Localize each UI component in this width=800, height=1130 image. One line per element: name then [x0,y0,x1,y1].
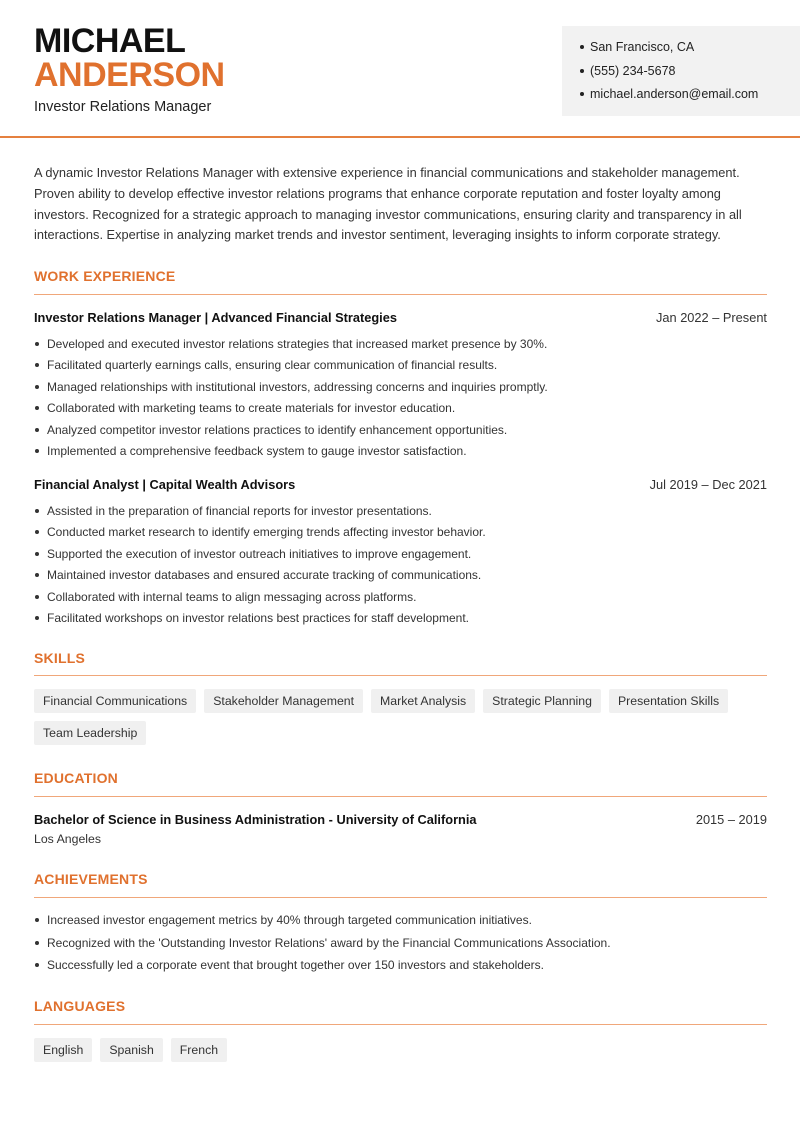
list-item: Analyzed competitor investor relations practices to identify enhancement opportunities. [34,422,548,443]
skill-tag: Strategic Planning [483,689,601,713]
job-bullets [34,336,548,464]
education-location: Los Angeles [34,832,102,846]
job-role: Investor Relations Manager | Advanced Financial Strategies [34,310,397,325]
education-degree: Bachelor of Science in Business Administration - University of California [34,812,477,827]
education-header [34,812,767,827]
list-item: Collaborated with marketing teams to create materials for investor education. [34,400,548,421]
list-item: Facilitated quarterly earnings calls, ensuring clear communication of financial results. [34,357,548,378]
section-title-skills: SKILLS [34,650,85,666]
list-item: Supported the execution of investor outreach initiatives to improve engagement. [34,546,486,567]
list-item: Assisted in the preparation of financial reports for investor presentations. [34,503,486,524]
list-item: Increased investor engagement metrics by 40% through targeted communication initiatives. [34,912,611,935]
language-tag: French [171,1038,227,1062]
education-dates: 2015 – 2019 [695,812,767,827]
languages-list [34,1038,774,1062]
achievements-list [34,912,611,980]
contact-location: San Francisco, CA [580,38,800,62]
job-dates: Jan 2022 – Present [656,310,767,325]
section-title-education: EDUCATION [34,770,118,786]
section-rule [34,675,767,676]
contact-box [562,26,800,116]
job-header [34,310,767,325]
section-title-work: WORK EXPERIENCE [34,268,176,284]
section-title-achievements: ACHIEVEMENTS [34,871,148,887]
skill-tag: Financial Communications [34,689,196,713]
job-bullets [34,503,486,631]
list-item: Conducted market research to identify emerging trends affecting investor behavior. [34,524,486,545]
job-role: Financial Analyst | Capital Wealth Advisors [34,477,296,492]
section-rule [34,796,767,797]
list-item: Recognized with the 'Outstanding Investor Relations' award by the Financial Communications Association. [34,935,611,958]
list-item: Successfully led a corporate event that brought together over 150 investors and stakeholders. [34,957,611,980]
skill-tag: Team Leadership [34,721,146,745]
last-name: ANDERSON [34,56,225,94]
list-item: Facilitated workshops on investor relations best practices for staff development. [34,610,486,631]
summary: A dynamic Investor Relations Manager with extensive experience in financial communications and stakeholder management. Proven ability to develop effective investor relations programs that enhance corporate reputation and foster loyalty among investors. Recognized for a strategic approach to managing investor communications, ensuring clarity and transparency in all interactions. Expertise in analyzing market trends and investor sentiment, leveraging insights to inform corporate strategy. [34,165,742,243]
list-item: Developed and executed investor relations strategies that increased market presence by 30%. [34,336,548,357]
list-item: Implemented a comprehensive feedback system to gauge investor satisfaction. [34,443,548,464]
skills-list [34,689,774,745]
list-item: Managed relationships with institutional investors, addressing concerns and inquiries promptly. [34,379,548,400]
language-tag: Spanish [100,1038,162,1062]
skill-tag: Stakeholder Management [204,689,363,713]
section-rule [34,294,767,295]
contact-email[interactable]: michael.anderson@email.com [580,85,800,109]
skill-tag: Presentation Skills [609,689,728,713]
language-tag: English [34,1038,92,1062]
section-rule [34,1024,767,1025]
section-title-languages: LANGUAGES [34,998,126,1014]
job-title: Investor Relations Manager [34,99,212,115]
list-item: Collaborated with internal teams to align messaging across platforms. [34,589,486,610]
job-header [34,477,767,492]
contact-phone: (555) 234-5678 [580,62,800,86]
resume-header [0,0,800,138]
job-dates: Jul 2019 – Dec 2021 [649,477,767,492]
first-name: MICHAEL [34,22,186,60]
skill-tag: Market Analysis [371,689,475,713]
section-rule [34,897,767,898]
candidate-name [34,24,225,92]
list-item: Maintained investor databases and ensured accurate tracking of communications. [34,567,486,588]
